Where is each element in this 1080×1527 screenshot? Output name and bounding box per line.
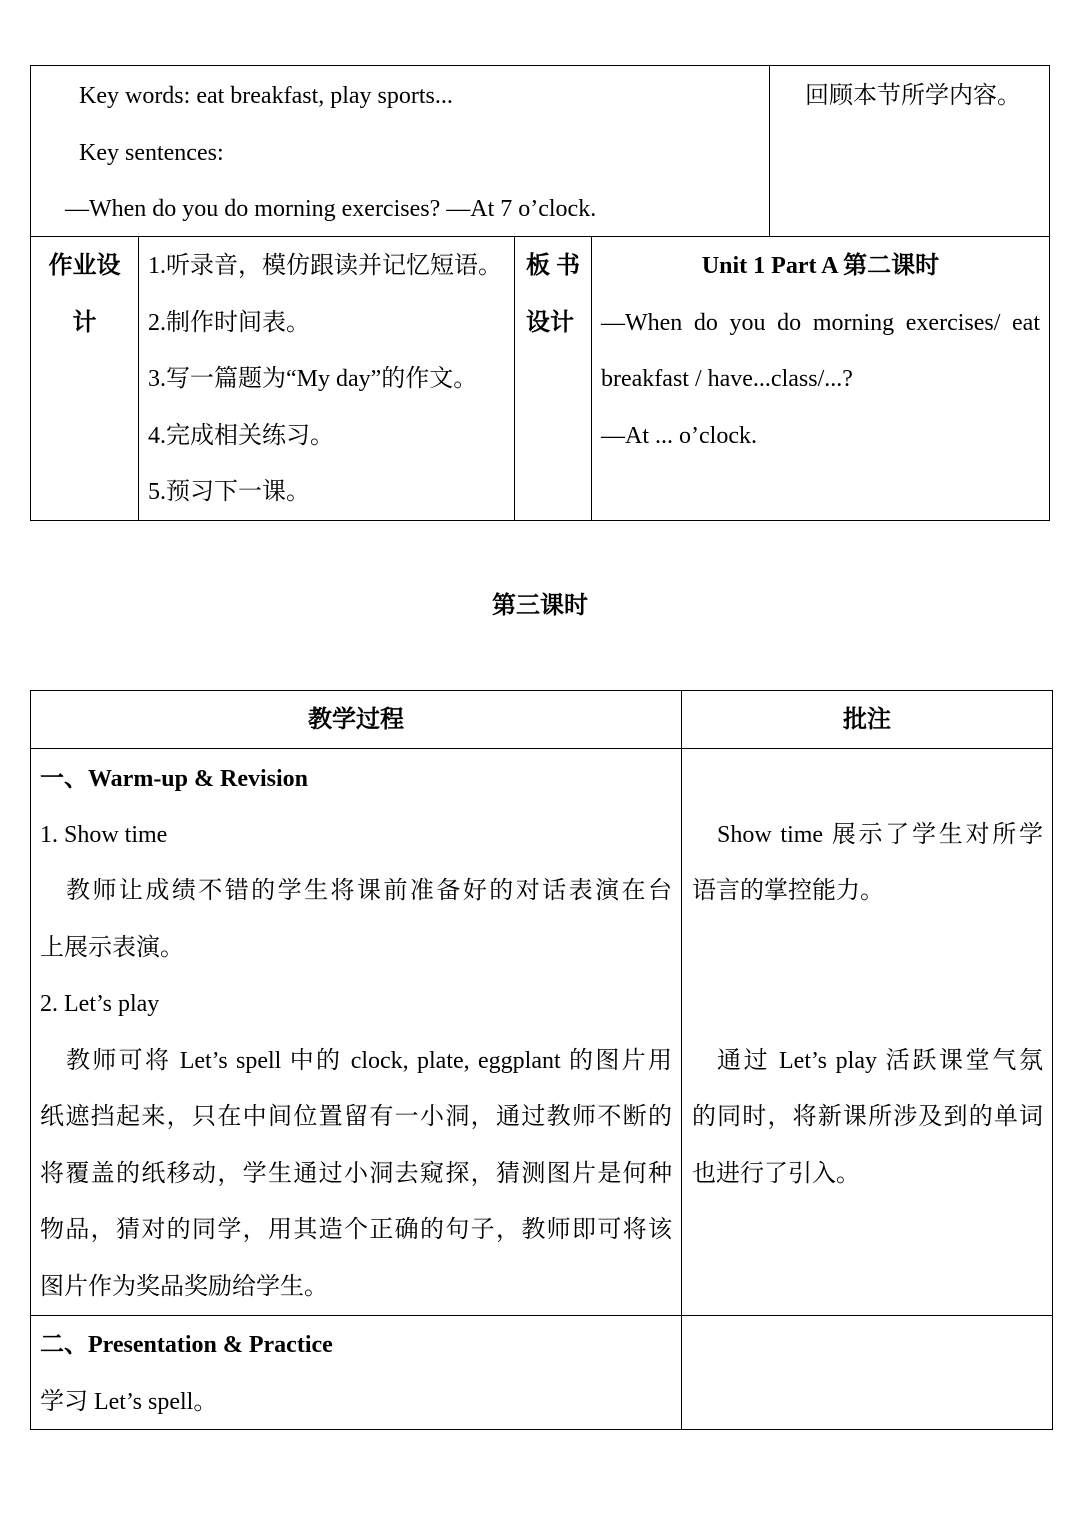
homework-item: 3.写一篇题为“My day”的作文。 [148,366,478,392]
key-sentences-label: Key sentences: [79,140,224,166]
key-words: Key words: eat breakfast, play sports... [79,83,453,109]
summary-note: 回顾本节所学内容。 [805,83,1021,109]
note-text: Show time 展示了学生对所学 [717,822,1043,848]
item-title: 2. Let’s play [40,991,160,1017]
note-text: 语言的掌控能力。 [692,878,884,904]
key-dialogue: —When do you do morning exercises? —At 7 o’clock. [65,196,597,222]
board-line: —At ... o’clock. [601,423,757,449]
homework-item: 2.制作时间表。 [148,310,310,336]
board-line: breakfast / have...class/...? [601,366,853,392]
notes-header: 批注 [843,707,891,733]
item-text: 将覆盖的纸移动，学生通过小洞去窥探，猜测图片是何种 [40,1161,672,1187]
item-text: 教师可将 Let’s spell 中的 clock, plate, eggplant 的图片用 [66,1048,672,1074]
section-title: 第三课时 [492,593,588,619]
board-label-line2: 设计 [526,310,574,336]
item-text: 上展示表演。 [40,935,184,961]
section-heading: 二、Presentation & Practice [40,1332,333,1358]
process-header: 教学过程 [308,707,404,733]
board-label-line1: 板 书 [526,253,580,279]
item-text: 教师让成绩不错的学生将课前准备好的对话表演在台 [66,878,672,904]
board-line: —When do you do morning exercises/ eat [601,310,1040,336]
note-text: 也进行了引入。 [692,1161,860,1187]
item-title: 1. Show time [40,822,168,848]
item-text: 物品，猜对的同学，用其造个正确的句子，教师即可将该 [40,1217,672,1243]
note-text: 通过 Let’s play 活跃课堂气氛 [717,1048,1043,1074]
section-heading: 一、Warm-up & Revision [40,766,309,792]
item-text: 图片作为奖品奖励给学生。 [40,1274,328,1300]
homework-label-line1: 作业设 [48,253,121,279]
board-title: Unit 1 Part A 第二课时 [701,253,940,279]
notes-cell [681,1315,1053,1430]
homework-item: 1.听录音，模仿跟读并记忆短语。 [148,253,502,279]
item-text: 纸遮挡起来，只在中间位置留有一小洞，通过教师不断的 [40,1104,672,1130]
homework-label-line2: 计 [72,310,97,336]
note-text: 的同时，将新课所涉及到的单词 [692,1104,1043,1130]
item-text: 学习 Let’s spell。 [40,1389,218,1415]
homework-item: 5.预习下一课。 [148,479,310,505]
homework-item: 4.完成相关练习。 [148,423,334,449]
